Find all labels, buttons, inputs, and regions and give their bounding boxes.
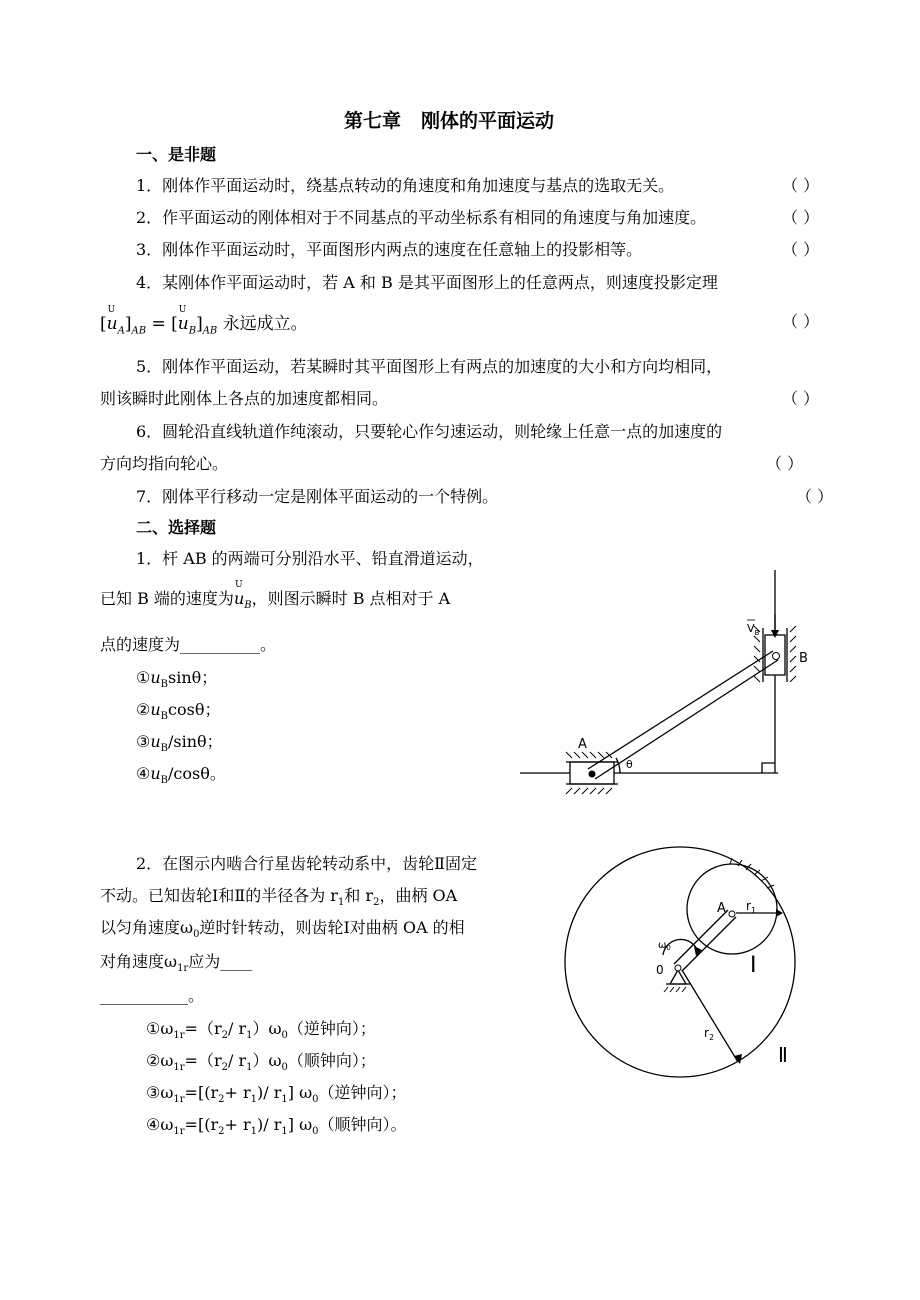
choice-2-line2: 不动。已知齿轮Ⅰ和Ⅱ的半径各为 $r_1$和 $r_2$，曲柄 OA xyxy=(100,886,458,909)
answer-blank-1[interactable]: （ ） xyxy=(782,176,820,195)
choice-1-option-1[interactable]: $①u_B\sin\theta$； xyxy=(136,668,218,691)
choice-2-option-2[interactable]: $②\omega_{1r}=(r_2/$ $r_1)\omega_0$（顺钟向）； xyxy=(146,1051,376,1074)
label-o: 0 xyxy=(656,963,664,977)
choice-2-option-3[interactable]: $③\omega_{1r}=[(r_2+ r_1)/$ $r_1$] $\omega_0$（逆钟向）； xyxy=(146,1083,407,1106)
choice-1-line3: 点的速度为__________。 xyxy=(100,635,277,654)
question-5-line1: 5．刚体作平面运动，若某瞬时其平面图形上有两点的加速度的大小和方向均相同， xyxy=(136,357,723,376)
label-b: B xyxy=(799,651,808,666)
figure-sliding-rod xyxy=(520,570,820,800)
answer-blank-6[interactable]: （ ） xyxy=(766,454,804,473)
choice-2-option-1[interactable]: $①\omega_{1r}=(r_2/$ $r_1)\omega_0$（逆钟向）； xyxy=(146,1019,376,1042)
answer-blank-2[interactable]: （ ） xyxy=(782,208,820,227)
answer-blank-4[interactable]: （ ） xyxy=(782,312,820,331)
choice-2-line1: 2．在图示内啮合行星齿轮转动系中，齿轮Ⅱ固定 xyxy=(136,854,478,873)
choice-2-line3: 以匀角速度$\omega_0$逆时针转动，则齿轮Ⅰ对曲柄 OA 的相 xyxy=(100,918,465,941)
question-4-line1: 4．某刚体作平面运动时，若 A 和 B 是其平面图形上的任意两点，则速度投影定理 xyxy=(136,273,718,292)
label-vb: $V_B$ xyxy=(747,622,760,637)
question-5-line2: 则该瞬时此刚体上各点的加速度都相同。 xyxy=(100,389,389,408)
answer-blank-7[interactable]: （ ） xyxy=(796,487,834,506)
pin-b xyxy=(773,653,780,660)
choice-2-line5: ___________。 xyxy=(100,986,205,1005)
choice-2-option-4[interactable]: $④\omega_{1r}=[(r_2+ r_1)/$ $r_1$] $\omega_0$（顺钟向）。 xyxy=(146,1115,407,1138)
right-angle-mark xyxy=(762,763,775,773)
question-6-line2: 方向均指向轮心。 xyxy=(100,454,229,473)
question-4-equation: [ U $u_A]_{AB}$ = [ U $u_B]_{AB}$ 永远成立。 xyxy=(100,305,308,337)
choice-1-line1: 1．杆 AB 的两端可分别沿水平、铅直滑道运动， xyxy=(136,549,484,568)
vector-u-a: U u xyxy=(106,305,118,334)
choice-2-line4: 对角速度$\omega_{1r}$应为____ xyxy=(100,952,253,975)
question-3: 3．刚体作平面运动时，平面图形内两点的速度在任意轴上的投影相等。 xyxy=(136,240,643,259)
radius-r2-line xyxy=(682,970,738,1062)
label-a: A xyxy=(578,737,587,752)
choice-1-option-3[interactable]: $③u_B$/sinθ； xyxy=(136,732,223,755)
section1-heading: 一、是非题 xyxy=(136,145,217,164)
vector-u-b: U u xyxy=(177,305,189,334)
question-7: 7．刚体平行移动一定是刚体平面运动的一个特例。 xyxy=(136,487,499,506)
label-theta: θ xyxy=(626,758,633,771)
choice-1-line2: 已知 B 端的速度为 U $u_B$，则图示瞬时 B 点相对于 A xyxy=(100,580,451,612)
answer-blank-5[interactable]: （ ） xyxy=(782,389,820,408)
title-topic: 刚体的平面运动 xyxy=(421,110,555,132)
gear-2-circle xyxy=(565,847,795,1077)
question-1: 1．刚体作平面运动时，绕基点转动的角速度和角加速度与基点的选取无关。 xyxy=(136,176,675,195)
choice-1-option-4[interactable]: $④u_B$/cosθ。 xyxy=(136,764,226,787)
label-gear-2: Ⅱ xyxy=(778,1043,788,1067)
question-6-line1: 6．圆轮沿直线轨道作纯滚动，只要轮心作匀速运动，则轮缘上任意一点的加速度的 xyxy=(136,422,723,441)
pivot-o xyxy=(675,965,681,971)
rod-ab-edge2 xyxy=(595,660,778,779)
label-a: A xyxy=(717,901,726,916)
title-chapter: 第七章 xyxy=(344,110,402,132)
rod-ab-edge1 xyxy=(588,651,773,769)
answer-blank-3[interactable]: （ ） xyxy=(782,240,820,259)
gear-1-circle xyxy=(687,864,777,954)
figure-planetary-gear xyxy=(560,840,810,1080)
label-omega: $\omega_0$ xyxy=(658,940,671,952)
question-2: 2．作平面运动的刚体相对于不同基点的平动坐标系有相同的角速度与角加速度。 xyxy=(136,208,707,227)
label-r2: $r_2$ xyxy=(704,1026,715,1042)
label-r1: $r_1$ xyxy=(746,899,757,915)
page-title xyxy=(344,106,554,133)
crank-oa-edge1 xyxy=(674,910,728,964)
question-4-tail: 永远成立。 xyxy=(222,314,308,334)
pin-a xyxy=(589,771,596,778)
section2-heading: 二、选择题 xyxy=(136,518,217,537)
pin-a xyxy=(729,911,735,917)
vector-u-b: U u xyxy=(233,580,245,608)
choice-1-option-2[interactable]: $②u_B\cos\theta$； xyxy=(136,700,221,723)
label-gear-1: Ⅰ xyxy=(750,953,757,978)
